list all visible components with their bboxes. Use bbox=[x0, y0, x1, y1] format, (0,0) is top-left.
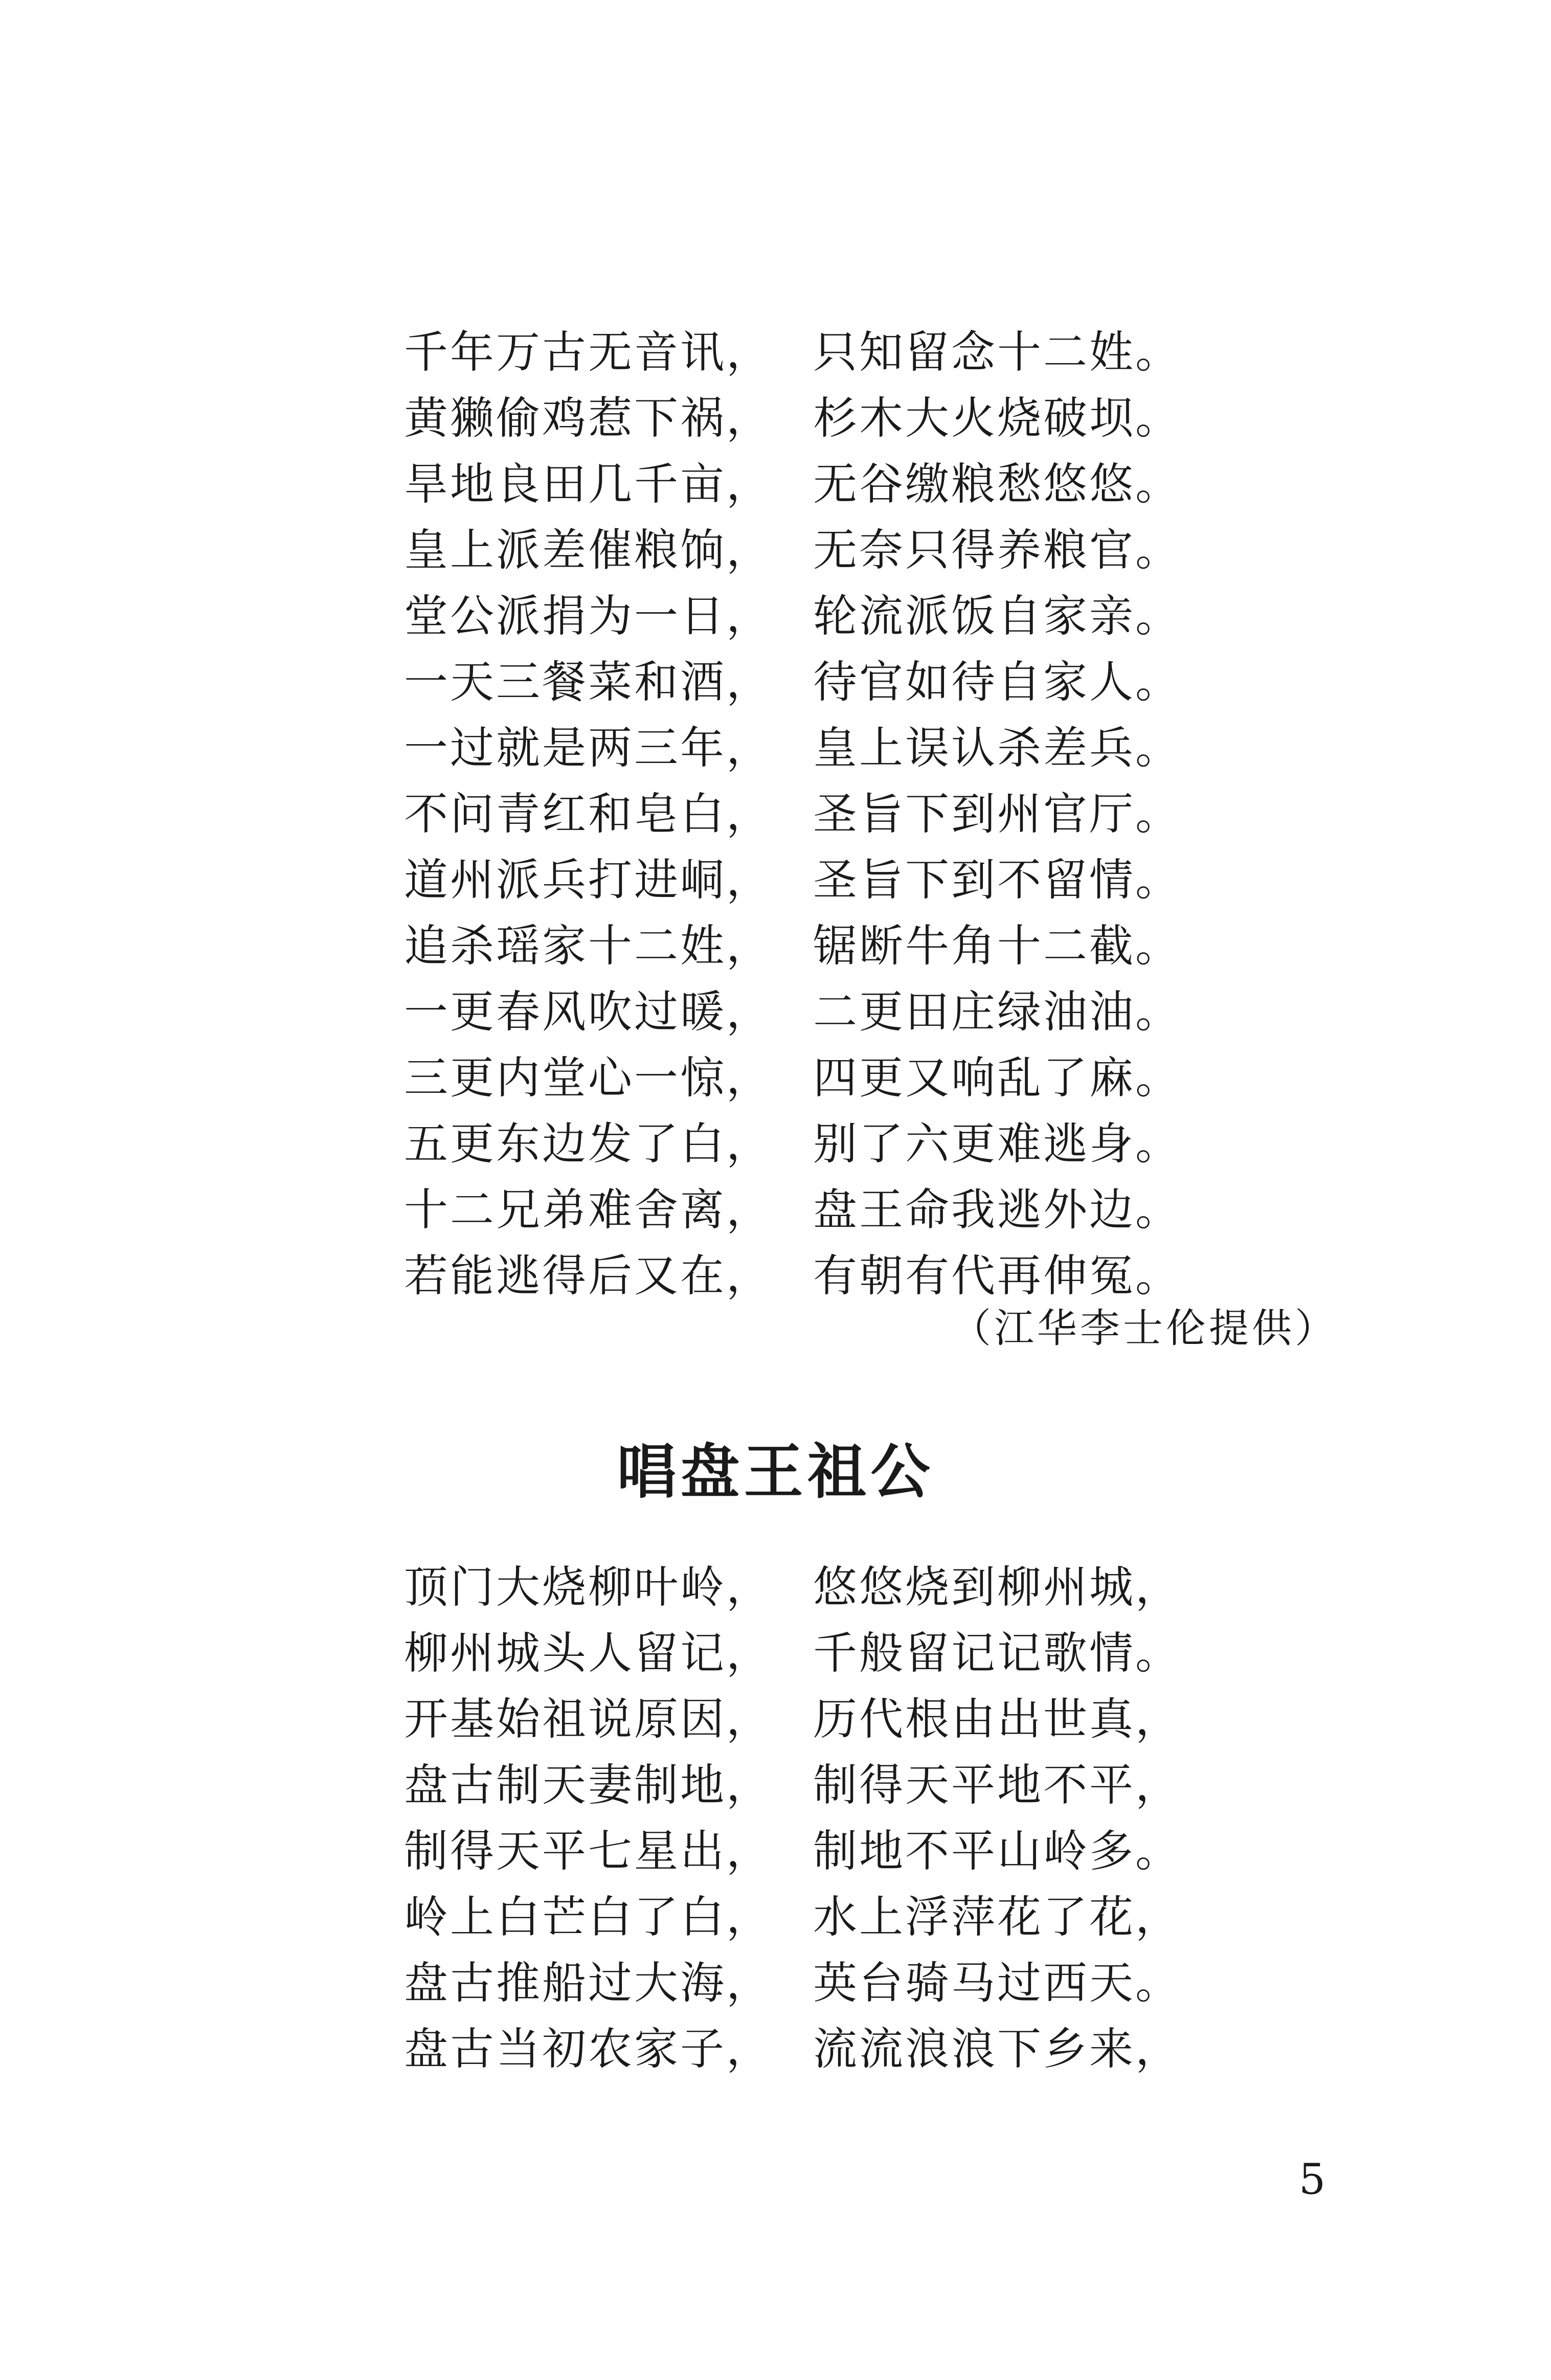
verse-line-left: 岭上白芒白了白， bbox=[404, 1892, 772, 1943]
verse-row bbox=[404, 2016, 1181, 2082]
verse-line-right: 锯断牛角十二截。 bbox=[813, 920, 1181, 972]
verse-row bbox=[404, 386, 1181, 452]
verse-line-left: 皇上派差催粮饷， bbox=[404, 525, 772, 576]
verse-line-left: 旱地良田几千亩， bbox=[404, 459, 772, 510]
verse-line-right: 轮流派饭自家亲。 bbox=[813, 591, 1181, 642]
verse-row bbox=[404, 913, 1181, 979]
verse-line-left: 追杀瑶家十二姓， bbox=[404, 920, 772, 972]
verse-line-right: 流流浪浪下乡来， bbox=[813, 2024, 1181, 2075]
verse-line-left: 道州派兵打进峒， bbox=[404, 855, 772, 906]
verse-line-right: 千般留记记歌情。 bbox=[813, 1628, 1181, 1679]
verse-line-left: 顶门大烧柳叶岭， bbox=[404, 1562, 772, 1613]
verse-line-right: 无谷缴粮愁悠悠。 bbox=[813, 459, 1181, 510]
verse-row bbox=[404, 583, 1181, 649]
verse-row bbox=[404, 518, 1181, 583]
verse-line-left: 千年万古无音讯， bbox=[404, 327, 772, 378]
verse-line-right: 制得天平地不平， bbox=[813, 1760, 1181, 1811]
verse-row bbox=[404, 1884, 1181, 1950]
poem-top bbox=[404, 320, 1181, 1309]
verse-row bbox=[404, 452, 1181, 518]
verse-line-left: 柳州城头人留记， bbox=[404, 1628, 772, 1679]
verse-row bbox=[404, 847, 1181, 913]
verse-line-left: 开基始祖说原因， bbox=[404, 1694, 772, 1745]
verse-row bbox=[404, 979, 1181, 1045]
verse-line-right: 无奈只得养粮官。 bbox=[813, 525, 1181, 576]
verse-line-left: 一更春风吹过暖， bbox=[404, 986, 772, 1038]
verse-row bbox=[404, 1687, 1181, 1753]
verse-line-left: 一天三餐菜和酒， bbox=[404, 657, 772, 708]
verse-line-right: 只知留念十二姓。 bbox=[813, 327, 1181, 378]
verse-row bbox=[404, 715, 1181, 781]
verse-row bbox=[404, 1950, 1181, 2016]
verse-line-right: 水上浮萍花了花， bbox=[813, 1892, 1181, 1943]
verse-row bbox=[404, 1177, 1181, 1243]
verse-line-right: 四更又响乱了麻。 bbox=[813, 1052, 1181, 1104]
verse-line-left: 十二兄弟难舍离， bbox=[404, 1184, 772, 1236]
verse-line-left: 不问青红和皂白， bbox=[404, 789, 772, 840]
verse-line-left: 一过就是两三年， bbox=[404, 723, 772, 774]
section-title: 唱盘王祖公 bbox=[617, 1438, 934, 1507]
verse-row bbox=[404, 1818, 1181, 1884]
page-number: 5 bbox=[1299, 2156, 1326, 2204]
verse-line-right: 圣旨下到州官厅。 bbox=[813, 789, 1181, 840]
verse-line-right: 待官如待自家人。 bbox=[813, 657, 1181, 708]
verse-line-right: 二更田庄绿油油。 bbox=[813, 986, 1181, 1038]
verse-line-right: 历代根由出世真， bbox=[813, 1694, 1181, 1745]
verse-line-left: 若能逃得后又在， bbox=[404, 1250, 772, 1301]
verse-row bbox=[404, 1045, 1181, 1111]
verse-row bbox=[404, 781, 1181, 847]
verse-row bbox=[404, 1111, 1181, 1177]
verse-row bbox=[404, 1555, 1181, 1621]
verse-line-left: 盘古推船过大海， bbox=[404, 1958, 772, 2009]
verse-line-right: 盘王命我逃外边。 bbox=[813, 1184, 1181, 1236]
verse-line-left: 盘古制天妻制地， bbox=[404, 1760, 772, 1811]
verse-line-left: 制得天平七星出， bbox=[404, 1826, 772, 1877]
verse-row bbox=[404, 1621, 1181, 1687]
verse-row bbox=[404, 320, 1181, 386]
verse-line-right: 杉木大火烧破坝。 bbox=[813, 393, 1181, 444]
verse-line-right: 有朝有代再伸冤。 bbox=[813, 1250, 1181, 1301]
verse-line-right: 皇上误认杀差兵。 bbox=[813, 723, 1181, 774]
verse-line-right: 圣旨下到不留情。 bbox=[813, 855, 1181, 906]
verse-line-left: 三更内堂心一惊， bbox=[404, 1052, 772, 1104]
verse-line-left: 堂公派捐为一日， bbox=[404, 591, 772, 642]
verse-line-left: 盘古当初农家子， bbox=[404, 2024, 772, 2075]
verse-line-right: 悠悠烧到柳州城， bbox=[813, 1562, 1181, 1613]
poem-bottom bbox=[404, 1555, 1181, 2082]
verse-line-right: 制地不平山岭多。 bbox=[813, 1826, 1181, 1877]
contributor-credit: （江华李士伦提供） bbox=[951, 1306, 1338, 1352]
verse-line-left: 黄獭偷鸡惹下祸， bbox=[404, 393, 772, 444]
verse-line-left: 五更东边发了白， bbox=[404, 1118, 772, 1170]
verse-row bbox=[404, 1753, 1181, 1818]
verse-line-right: 别了六更难逃身。 bbox=[813, 1118, 1181, 1170]
verse-row bbox=[404, 649, 1181, 715]
verse-line-right: 英台骑马过西天。 bbox=[813, 1958, 1181, 2009]
